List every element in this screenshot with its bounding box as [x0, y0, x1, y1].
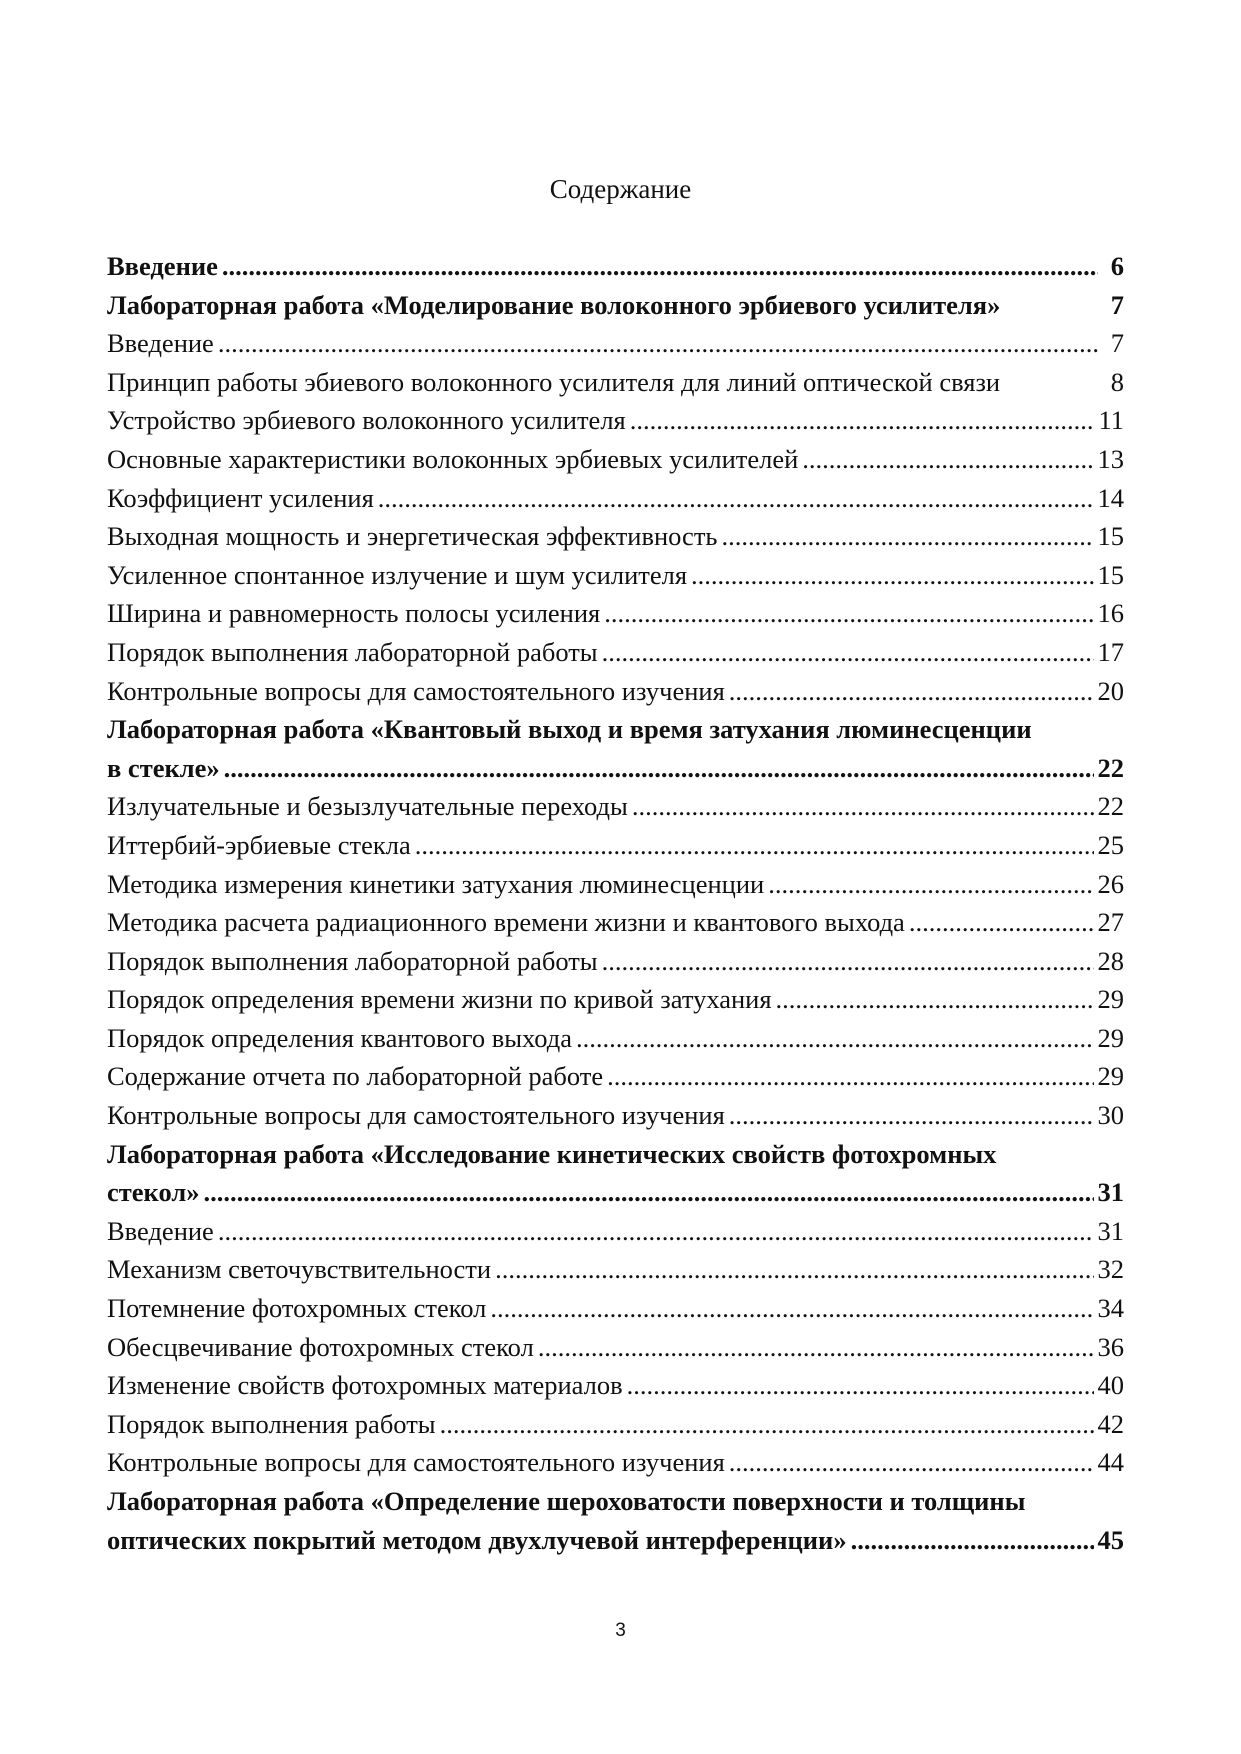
toc-entry-page: 30	[1097, 1100, 1124, 1131]
toc-dot-leader	[603, 1057, 1093, 1096]
toc-dot-leader	[623, 1366, 1094, 1405]
toc-entry[interactable]	[107, 594, 1124, 633]
toc-entry-title: Введение	[107, 251, 218, 281]
toc-entry-title: Порядок выполнения лабораторной работы	[107, 636, 598, 667]
toc-entry-page: 16	[1097, 598, 1124, 629]
toc-entry[interactable]	[107, 1212, 1124, 1251]
toc-entry-title: Порядок выполнения работы	[107, 1408, 436, 1439]
toc-entry-title: Контрольные вопросы для самостоятельного изучения	[107, 675, 725, 706]
toc-entry-page: 25	[1097, 829, 1124, 860]
toc-dot-leader	[772, 980, 1094, 1019]
toc-entry-page: 17	[1097, 636, 1124, 667]
toc-entry[interactable]	[107, 1019, 1124, 1058]
toc-entry[interactable]	[107, 787, 1124, 826]
toc-entry-page: 22	[1097, 752, 1124, 783]
toc-entry[interactable]	[107, 865, 1124, 904]
toc-entry-page: 28	[1097, 945, 1124, 976]
toc-dot-leader	[199, 1173, 1093, 1212]
toc-dot-leader	[725, 672, 1094, 711]
toc-entry[interactable]	[107, 942, 1124, 981]
toc-dot-leader	[374, 479, 1094, 518]
toc-entry-title: Принцип работы эбиевого волоконного усилителя для линий оптической связи	[107, 366, 1001, 397]
toc-entry-title: Потемнение фотохромных стекол	[107, 1293, 487, 1324]
toc-dot-leader	[220, 749, 1094, 788]
toc-entry-page: 29	[1097, 984, 1124, 1015]
toc-section-entry[interactable]	[107, 247, 1124, 286]
toc-entry[interactable]	[107, 633, 1124, 672]
toc-dot-leader	[214, 1212, 1094, 1251]
toc-dot-leader	[598, 633, 1094, 672]
toc-entry[interactable]	[107, 1366, 1124, 1405]
toc-entry[interactable]	[107, 980, 1124, 1019]
toc-heading-line: Лабораторная работа «Исследование кинетических свойств фотохромных	[107, 1138, 997, 1169]
toc-entry[interactable]	[107, 903, 1124, 942]
toc-entry-page: 29	[1097, 1061, 1124, 1092]
toc-dot-leader	[798, 440, 1093, 479]
toc-entry[interactable]	[107, 401, 1124, 440]
toc-entry[interactable]	[107, 363, 1124, 402]
toc-entry-page: 45	[1097, 1524, 1124, 1555]
toc-entry-page: 34	[1097, 1293, 1124, 1324]
toc-entry-page: 14	[1097, 482, 1124, 513]
toc-dot-leader	[598, 942, 1094, 981]
toc-entry-page: 7	[1110, 328, 1124, 359]
toc-entry-page: 20	[1097, 675, 1124, 706]
toc-dot-leader	[628, 787, 1094, 826]
toc-dot-leader	[534, 1328, 1094, 1367]
toc-dot-leader	[436, 1405, 1094, 1444]
toc-dot-leader	[764, 865, 1093, 904]
toc-entry[interactable]	[107, 1096, 1124, 1135]
toc-entry[interactable]	[107, 440, 1124, 479]
toc-entry-title: Устройство эрбиевого волоконного усилителя	[107, 405, 626, 436]
toc-entry-title: Ширина и равномерность полосы усиления	[107, 598, 601, 629]
toc-entry-title: Контрольные вопросы для самостоятельного изучения	[107, 1100, 725, 1131]
toc-dot-leader	[717, 517, 1093, 556]
toc-entry-title: Порядок определения квантового выхода	[107, 1022, 572, 1053]
toc-entry-page: 13	[1097, 443, 1124, 474]
toc-heading-line: Лабораторная работа «Определение шероховатости поверхности и толщины	[107, 1486, 1026, 1516]
toc-entry[interactable]	[107, 517, 1124, 556]
toc-entry-title: в стекле»	[107, 752, 220, 783]
toc-entry-title: Усиленное спонтанное излучение и шум усилителя	[107, 559, 688, 590]
toc-entry[interactable]	[107, 1405, 1124, 1444]
toc-entry[interactable]	[107, 826, 1124, 865]
toc-section-entry[interactable]	[107, 286, 1124, 325]
toc-entry[interactable]	[107, 324, 1124, 363]
toc-title: Содержание	[549, 174, 692, 204]
toc-entry[interactable]	[107, 479, 1124, 518]
toc-entry-title: Контрольные вопросы для самостоятельного изучения	[107, 1447, 725, 1478]
toc-dot-leader	[847, 1521, 1094, 1560]
toc-entry-page: 22	[1097, 791, 1124, 822]
toc-entry[interactable]	[107, 1328, 1124, 1367]
toc-dot-leader	[572, 1019, 1094, 1058]
toc-entry-page: 29	[1097, 1022, 1124, 1053]
toc-entry-page: 15	[1097, 559, 1124, 590]
toc-dot-leader	[600, 594, 1093, 633]
toc-entry-title: Методика измерения кинетики затухания люминесценции	[107, 868, 765, 899]
toc-entry-title: Введение	[107, 1215, 214, 1246]
toc-entry-page: 32	[1097, 1254, 1124, 1285]
toc-entry-title: Выходная мощность и энергетическая эффективность	[107, 521, 718, 552]
toc-entry-title: Порядок выполнения лабораторной работы	[107, 945, 598, 976]
toc-section-entry[interactable]	[107, 749, 1124, 788]
toc-entry-page: 7	[1110, 289, 1124, 320]
toc-entry-title: Иттербий-эрбиевые стекла	[107, 829, 411, 860]
toc-entry-title: оптических покрытий методом двухлучевой интерференции»	[107, 1524, 847, 1555]
toc-entry-title: Основные характеристики волоконных эрбиевых усилителей	[107, 443, 799, 474]
toc-dot-leader	[411, 826, 1094, 865]
toc-entry-page: 36	[1097, 1331, 1124, 1362]
toc-entry-page: 40	[1097, 1370, 1124, 1401]
toc-entry-title: Обесцвечивание фотохромных стекол	[107, 1331, 534, 1362]
toc-entry-page: 8	[1110, 366, 1124, 397]
toc-entry-page: 11	[1098, 405, 1124, 436]
table-of-contents	[107, 247, 1124, 1559]
toc-dot-leader	[905, 903, 1094, 942]
toc-entry-title: Механизм светочувствительности	[107, 1254, 492, 1285]
toc-entry[interactable]	[107, 1250, 1124, 1289]
toc-entry-page: 31	[1097, 1177, 1124, 1208]
toc-heading-line: Лабораторная работа «Квантовый выход и время затухания люминесценции	[107, 714, 1032, 745]
toc-entry-title: Методика расчета радиационного времени жизни и квантового выхода	[107, 907, 905, 938]
toc-entry-page: 31	[1097, 1215, 1124, 1246]
toc-entry-title: Лабораторная работа «Моделирование волоконного эрбиевого усилителя»	[107, 289, 1001, 320]
toc-entry-title: Содержание отчета по лабораторной работе	[107, 1061, 604, 1092]
toc-dot-leader	[626, 401, 1095, 440]
toc-entry-page: 26	[1097, 868, 1124, 899]
page-number: 3	[615, 1620, 626, 1641]
toc-dot-leader	[214, 324, 1098, 363]
toc-entry-title: Изменение свойств фотохромных материалов	[107, 1370, 623, 1401]
toc-dot-leader	[687, 556, 1093, 595]
toc-section-entry[interactable]	[107, 1173, 1124, 1212]
toc-entry-title: стекол»	[107, 1177, 200, 1208]
toc-entry-page: 6	[1110, 251, 1124, 281]
toc-entry-page: 15	[1097, 521, 1124, 552]
toc-entry[interactable]	[107, 556, 1124, 595]
toc-dot-leader	[218, 247, 1098, 286]
toc-entry-title: Введение	[107, 328, 214, 359]
toc-entry-title: Коэффициент усиления	[107, 482, 374, 513]
toc-dot-leader	[491, 1250, 1093, 1289]
toc-dot-leader	[486, 1289, 1093, 1328]
toc-entry[interactable]	[107, 672, 1124, 711]
toc-entry-page: 44	[1097, 1447, 1124, 1478]
toc-entry-page: 42	[1097, 1408, 1124, 1439]
toc-section-entry[interactable]	[107, 1521, 1124, 1560]
toc-dot-leader	[725, 1096, 1094, 1135]
toc-entry[interactable]	[107, 1289, 1124, 1328]
toc-entry-title: Излучательные и безызлучательные переходы	[107, 791, 628, 822]
toc-entry[interactable]	[107, 1057, 1124, 1096]
toc-entry-title: Порядок определения времени жизни по кривой затухания	[107, 984, 772, 1015]
toc-entry[interactable]	[107, 1443, 1124, 1482]
toc-entry-page: 27	[1097, 907, 1124, 938]
toc-dot-leader	[725, 1443, 1094, 1482]
